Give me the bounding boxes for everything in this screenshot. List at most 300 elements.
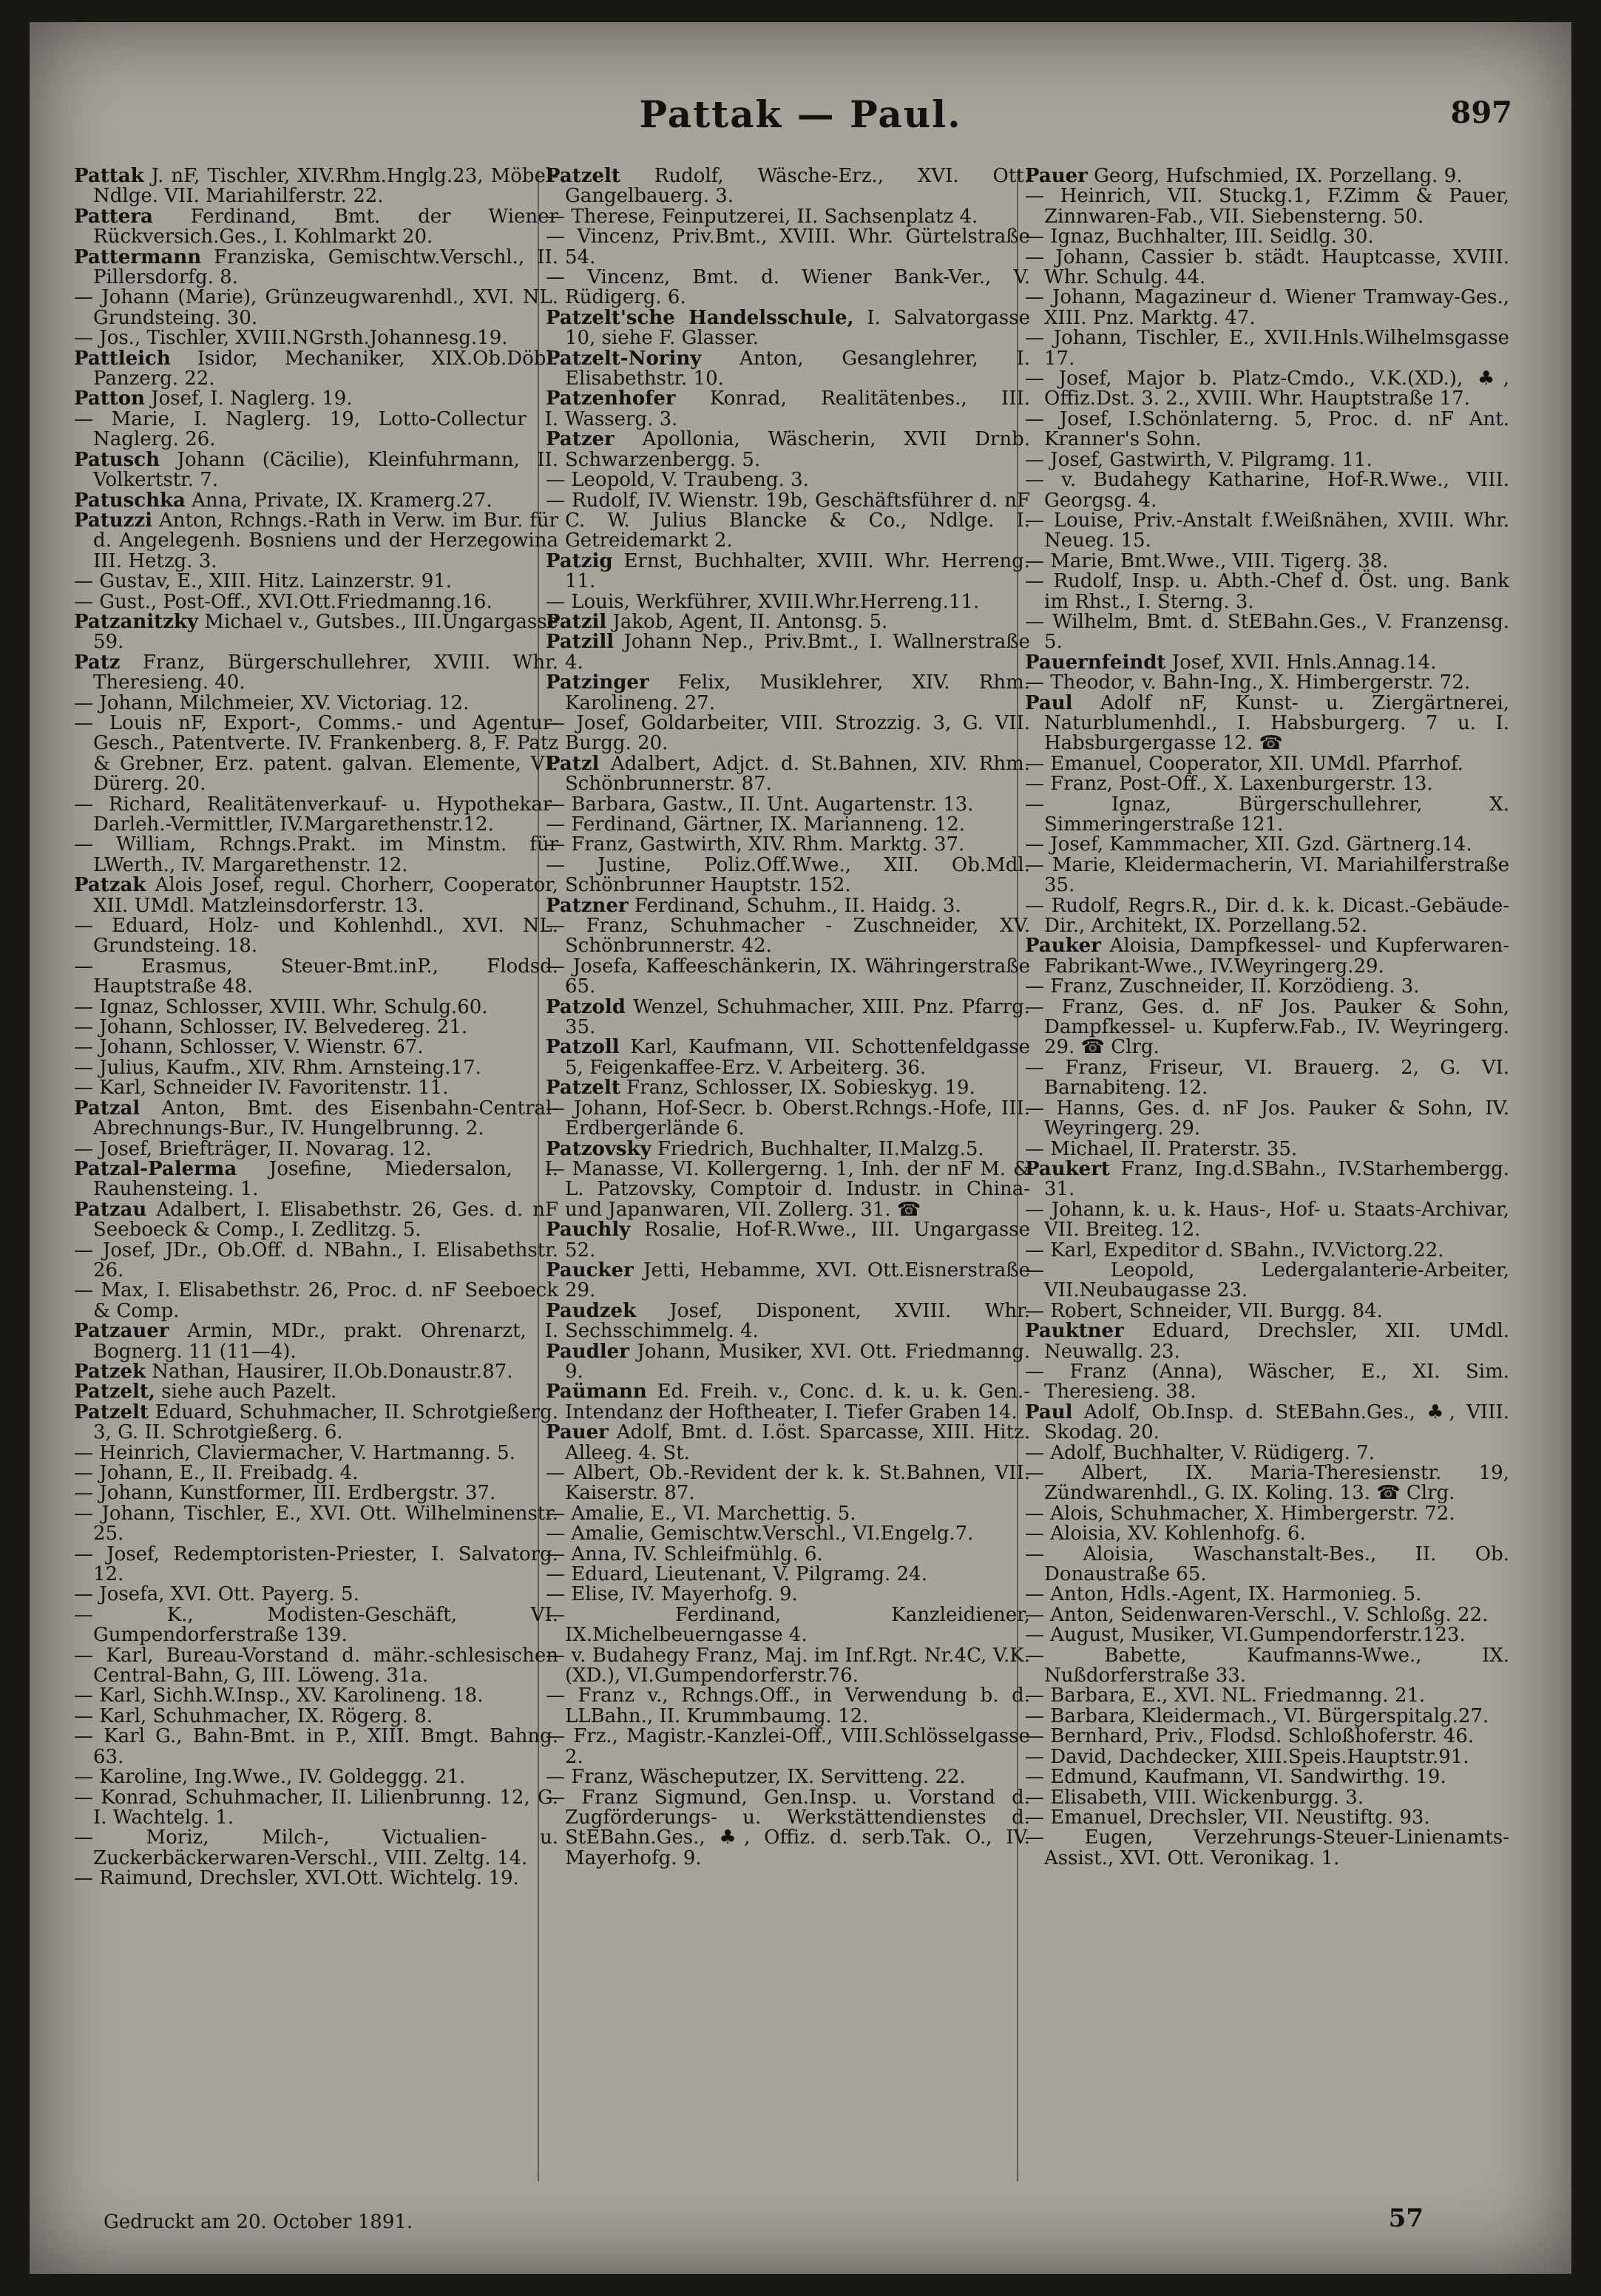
directory-entry	[74, 166, 558, 207]
directory-entry	[1025, 450, 1509, 470]
directory-entry	[1025, 227, 1509, 247]
entry-surname: Pauktner	[1025, 1320, 1124, 1343]
entry-text: Johann Nep., Priv.Bmt., I. Wallnerstraße 4.	[565, 631, 1030, 674]
entry-text: — Richard, Realitätenverkauf- u. Hypothekar-Darleh.-Vermittler, IV.Margarethenstr.12.	[74, 793, 558, 836]
entry-text: Jetti, Hebamme, XVI. Ott.Eisnerstraße 29.	[565, 1259, 1030, 1302]
entry-text: Eduard, Drechsler, XII. UMdl. Neuwallg. 23.	[1044, 1320, 1509, 1363]
directory-entry	[74, 916, 558, 957]
entry-text: Michael v., Gutsbes., III.Ungargasse 59.	[93, 610, 558, 654]
entry-text: — Johann (Marie), Grünzeugwarenhdl., XVI. NL. Grundsteing. 30.	[74, 286, 558, 329]
entry-surname: Patzovsky	[546, 1137, 651, 1160]
entry-text: — Barbara, Gastw., II. Unt. Augartenstr. 13.	[546, 793, 974, 816]
entry-text: Konrad, Realitätenbes., III. Wasserg. 3.	[565, 387, 1030, 430]
directory-entry	[546, 1788, 1030, 1869]
entry-text: — Karl, Bureau-Vorstand d. mähr.-schlesischen Central-Bahn, G, III. Löweng. 31a.	[74, 1644, 558, 1687]
entry-text: — Franz, Post-Off., X. Laxenburgerstr. 13.	[1025, 773, 1433, 796]
directory-entry	[74, 1767, 558, 1787]
entry-text: — Josef, Major b. Platz-Cmdo., V.K.(XD.), ♣, Offiz.Dst. 3. 2., XVIII. Whr. Hauptstraße 17.	[1025, 368, 1509, 410]
entry-text: — Josef, Briefträger, II. Novarag. 12.	[74, 1137, 432, 1160]
page-header	[30, 92, 1571, 144]
entry-surname: Patzal	[74, 1097, 141, 1120]
directory-entry	[1025, 1058, 1509, 1099]
directory-entry	[546, 1767, 1030, 1787]
directory-entry	[546, 1686, 1030, 1727]
directory-entry	[1025, 1443, 1509, 1463]
directory-entry	[74, 245, 558, 289]
entry-text: — Rudolf, IV. Wienstr. 19b, Geschäftsführer d. nF C. W. Julius Blancke & Co., Ndlge. I. Getreidemarkt 2.	[546, 489, 1030, 552]
directory-entry	[1025, 1585, 1509, 1605]
column-2	[546, 166, 1030, 1869]
entry-text: Wenzel, Schuhmacher, XIII. Pnz. Pfarrg. 35.	[565, 995, 1030, 1039]
entry-surname: Pattermann	[74, 245, 202, 268]
entry-text: — Karl, Schuhmacher, IX. Rögerg. 8.	[74, 1704, 433, 1727]
directory-entry	[1025, 1159, 1509, 1200]
sheet-signature: 57	[1388, 2204, 1424, 2233]
entry-text: — Franz, Zuschneider, II. Korzödieng. 3.	[1025, 975, 1420, 998]
entry-text: Karl, Kaufmann, VII. Schottenfeldgasse 5, Feigenkaffee-Erz. V. Arbeiterg. 36.	[565, 1036, 1031, 1079]
entry-text: Franziska, Gemischtw.Verschl., II. Pillersdorfg. 8.	[93, 245, 558, 289]
directory-entry	[74, 592, 558, 612]
entry-surname: Pauer	[1025, 165, 1088, 187]
entry-text: Ed. Freih. v., Conc. d. k. u. k. Gen.-Intendanz der Hoftheater, I. Tiefer Graben 14.	[565, 1381, 1030, 1423]
directory-entry	[74, 511, 558, 572]
directory-entry	[546, 1504, 1030, 1524]
entry-surname: Patzinger	[546, 671, 649, 694]
entry-text: — Amalie, Gemischtw.Verschl., VI.Engelg.7.	[546, 1523, 974, 1545]
entry-text: — Rudolf, Regrs.R., Dir. d. k. k. Dicast.-Gebäude-Dir., Architekt, IX. Porzellang.52.	[1025, 894, 1509, 938]
entry-text: — Barbara, Kleidermach., VI. Bürgerspitalg.27.	[1025, 1704, 1489, 1727]
entry-surname: Patzelt-Noriny	[546, 347, 702, 370]
entry-text: Jakob, Agent, II. Antonsg. 5.	[612, 610, 888, 633]
entry-text: — Johann, E., II. Freibadg. 4.	[74, 1462, 359, 1484]
directory-entry	[1025, 835, 1509, 855]
directory-entry	[74, 1078, 558, 1098]
entry-text: siehe auch Pazelt.	[161, 1381, 337, 1403]
entry-surname: Patzner	[546, 894, 629, 917]
entry-surname: Patton	[74, 387, 145, 410]
entry-text: — Raimund, Drechsler, XVI.Ott. Wichtelg. 19.	[74, 1867, 519, 1890]
entry-text: — Justine, Poliz.Off.Wwe., XII. Ob.Mdl. Schönbrunner Hauptstr. 152.	[546, 853, 1030, 897]
directory-entry	[1025, 511, 1509, 552]
entry-text: — Josef, Redemptoristen-Priester, I. Salvatorg. 12.	[74, 1542, 558, 1586]
entry-text: — Louise, Priv.-Anstalt f.Weißnähen, XVIII. Whr. Neueg. 15.	[1025, 509, 1509, 552]
entry-text: Felix, Musiklehrer, XIV. Rhm. Karolineng. 27.	[565, 671, 1030, 714]
entry-text: Anna, Private, IX. Kramerg.27.	[192, 489, 493, 512]
entry-text: — Babette, Kaufmanns-Wwe., IX. Nußdorferstraße 33.	[1025, 1644, 1509, 1687]
directory-entry	[74, 1788, 558, 1829]
directory-entry	[74, 349, 558, 390]
directory-entry	[74, 1585, 558, 1605]
entry-text: — K., Modisten-Geschäft, VI. Gumpendorferstraße 139.	[74, 1603, 558, 1647]
directory-entry	[74, 1727, 558, 1767]
directory-entry	[1025, 470, 1509, 511]
entry-text: — Moriz, Milch-, Victualien- u. Zuckerbäckerwaren-Verschl., VIII. Zeltg. 14.	[74, 1826, 558, 1869]
entry-surname: Paudzek	[546, 1299, 637, 1322]
entry-text: — Elise, IV. Mayerhofg. 9.	[546, 1583, 798, 1606]
entry-text: Aloisia, Dampfkessel- und Kupferwaren-Fabrikant-Wwe., IV.Weyringerg.29.	[1044, 935, 1510, 978]
entry-text: — Johann, Schlosser, IV. Belvedereg. 21.	[74, 1016, 468, 1039]
directory-entry	[1025, 653, 1509, 673]
directory-entry	[546, 612, 1030, 632]
directory-entry	[74, 1362, 558, 1382]
entry-text: — Aloisia, XV. Kohlenhofg. 6.	[1025, 1523, 1306, 1545]
entry-text: — Josef, Gastwirth, V. Pilgramg. 11.	[1025, 448, 1372, 471]
entry-text: — Josef, I.Schönlaterng. 5, Proc. d. nF Ant. Kranner's Sohn.	[1025, 407, 1509, 451]
entry-surname: Paul	[1025, 1401, 1073, 1423]
directory-entry	[1025, 1625, 1509, 1645]
directory-entry	[74, 1200, 558, 1241]
entry-text: — Edmund, Kaufmann, VI. Sandwirthg. 19.	[1025, 1766, 1446, 1789]
directory-entry	[74, 691, 558, 714]
directory-entry	[546, 227, 1030, 268]
entry-text: — Johann, k. u. k. Haus-, Hof- u. Staats-Archivar, VII. Breiteg. 12.	[1025, 1198, 1509, 1242]
entry-text: — Marie, Kleidermacherin, VI. Mariahilferstraße 35.	[1025, 853, 1509, 897]
directory-entry	[546, 1078, 1030, 1098]
directory-entry	[546, 1524, 1030, 1544]
directory-entry	[1025, 1504, 1509, 1524]
directory-entry	[546, 1342, 1030, 1383]
entry-text: — Therese, Feinputzerei, II. Sachsenplatz 4.	[546, 205, 978, 228]
directory-entry	[1025, 853, 1509, 897]
directory-entry	[1025, 572, 1509, 612]
directory-entry	[1025, 1542, 1509, 1586]
entry-text: — Karl, Expeditor d. SBahn., IV.Victorg.22.	[1025, 1239, 1444, 1262]
entry-surname: Pattera	[74, 205, 153, 228]
print-date: Gedruckt am 20. October 1891.	[104, 2211, 413, 2233]
entry-text: — Karl G., Bahn-Bmt. in P., XIII. Bmgt. Bahng. 63.	[74, 1725, 558, 1768]
directory-entry	[546, 491, 1030, 552]
entry-text: — Alois, Schuhmacher, X. Himbergerstr. 72.	[1025, 1502, 1455, 1525]
entry-text: — Franz, Ges. d. nF Jos. Pauker & Sohn, Dampfkessel- u. Kupferw.Fab., IV. Weyringerg. 29. ☎ Clrg.	[1025, 995, 1509, 1059]
entry-text: — Vincenz, Priv.Bmt., XVIII. Whr. Gürtelstraße 54.	[546, 226, 1030, 268]
directory-entry	[74, 1017, 558, 1037]
entry-text: Josef, Disponent, XVIII. Whr. Sechsschimmelg. 4.	[565, 1299, 1030, 1343]
entry-surname: Pauer	[546, 1421, 609, 1444]
directory-entry	[546, 1382, 1030, 1423]
entry-text: — Josef, JDr., Ob.Off. d. NBahn., I. Elisabethstr. 26.	[74, 1239, 558, 1281]
entry-text: — Jos., Tischler, XVIII.NGrsth.Johannesg.19.	[74, 327, 508, 350]
entry-surname: Patzoll	[546, 1036, 620, 1059]
directory-entry	[546, 1542, 1030, 1565]
entry-text: — Michael, II. Praterstr. 35.	[1025, 1137, 1298, 1160]
entry-text: — Eduard, Lieutenant, V. Pilgramg. 24.	[546, 1563, 927, 1586]
entry-text: — v. Budahegy Franz, Maj. im Inf.Rgt. Nr.4C, V.K.(XD.), VI.Gumpendorferstr.76.	[546, 1644, 1030, 1687]
directory-entry	[1025, 1099, 1509, 1139]
entry-text: Eduard, Schuhmacher, II. Schrotgießerg. 3, G. II. Schrotgießerg. 6.	[93, 1401, 559, 1444]
entry-surname: Patzold	[546, 995, 626, 1018]
directory-entry	[74, 1828, 558, 1869]
entry-surname: Pattak	[74, 165, 144, 187]
entry-text: — Theodor, v. Bahn-Ing., X. Himbergerstr. 72.	[1025, 671, 1471, 694]
entry-text: Adalbert, I. Elisabethstr. 26, Ges. d. nF Seeboeck & Comp., I. Zedlitzg. 5.	[93, 1198, 558, 1242]
entry-text: Ferdinand, Schuhm., II. Haidg. 3.	[634, 894, 961, 917]
entry-text: — Anton, Hdls.-Agent, IX. Harmonieg. 5.	[1025, 1583, 1422, 1606]
directory-entry	[74, 1058, 558, 1078]
directory-entry	[1025, 1828, 1509, 1869]
entry-text: — Louis nF, Export-, Comms.- und Agentur-Gesch., Patentverte. IV. Frankenberg. 8, F. Patz & Grebner, Erz. patent. galvan. Elemente, VI. Dürerg. 20.	[74, 711, 558, 796]
directory-entry	[1025, 407, 1509, 451]
entry-surname: Patzil	[546, 610, 607, 633]
entry-surname: Patzal-Palerma	[74, 1157, 237, 1180]
entry-surname: Patzl	[546, 752, 600, 775]
directory-entry	[546, 711, 1030, 755]
directory-entry	[1025, 1747, 1509, 1767]
entry-text: — Rudolf, Insp. u. Abth.-Chef d. Öst. ung. Bank im Rhst., I. Sterng. 3.	[1025, 570, 1509, 613]
directory-entry	[74, 450, 558, 491]
entry-text: — Ignaz, Bürgerschullehrer, X. Simmeringerstraße 121.	[1025, 793, 1509, 836]
directory-entry	[1025, 1524, 1509, 1544]
directory-entry	[1025, 673, 1509, 693]
directory-entry	[74, 876, 558, 916]
entry-surname: Paümann	[546, 1381, 647, 1403]
directory-entry	[546, 853, 1030, 897]
entry-text: Josefine, Miedersalon, I. Rauhensteing. 1.	[93, 1157, 559, 1201]
entry-text: — Bernhard, Priv., Flodsd. Schloßhoferstr. 46.	[1025, 1725, 1475, 1748]
directory-entry	[1025, 754, 1509, 774]
entry-text: — Franz, Gastwirth, XIV. Rhm. Marktg. 37.	[546, 833, 965, 856]
entry-surname: Patzanitzky	[74, 610, 198, 633]
page-number: 897	[1450, 95, 1512, 130]
entry-text: — August, Musiker, VI.Gumpendorferstr.123.	[1025, 1624, 1466, 1647]
entry-text: — Vincenz, Bmt. d. Wiener Bank-Ver., V. Rüdigerg. 6.	[546, 266, 1030, 309]
entry-text: — Franz (Anna), Wäscher, E., XI. Sim. Theresieng. 38.	[1025, 1360, 1509, 1403]
entry-text: — Heinrich, Claviermacher, V. Hartmanng. 5.	[74, 1441, 515, 1464]
directory-entry	[1025, 1139, 1509, 1159]
directory-entry	[1025, 1727, 1509, 1747]
directory-entry	[546, 1565, 1030, 1585]
directory-entry	[74, 1382, 558, 1402]
directory-entry	[1025, 1321, 1509, 1362]
entry-text: — Wilhelm, Bmt. d. StEBahn.Ges., V. Franzensg. 5.	[1025, 610, 1509, 654]
directory-entry	[74, 1037, 558, 1057]
entry-text: — Karl, Sichh.W.Insp., XV. Karolineng. 18.	[74, 1684, 484, 1707]
entry-text: Adolf, Ob.Insp. d. StEBahn.Ges., ♣, VIII. Skodag. 20.	[1044, 1401, 1509, 1444]
entry-text: — Louis, Werkführer, XVIII.Whr.Herreng.11.	[546, 590, 980, 613]
entry-text: — William, Rchngs.Prakt. im Minstm. für LWerth., IV. Margarethenstr. 12.	[74, 833, 558, 876]
directory-entry	[1025, 896, 1509, 937]
directory-entry	[74, 1403, 558, 1443]
entry-text: — Robert, Schneider, VII. Burgg. 84.	[1025, 1299, 1383, 1322]
directory-entry	[74, 1504, 558, 1545]
directory-entry	[546, 673, 1030, 714]
directory-entry	[1025, 612, 1509, 653]
entry-surname: Patzauer	[74, 1320, 169, 1343]
entry-text: — Amalie, E., VI. Marchettig. 5.	[546, 1502, 856, 1525]
entry-text: — Anton, Seidenwaren-Verschl., V. Schloßg. 22.	[1025, 1603, 1489, 1626]
directory-entry	[1025, 549, 1509, 572]
entry-surname: Patzek	[74, 1360, 146, 1383]
directory-entry	[74, 491, 558, 511]
directory-entry	[546, 549, 1030, 593]
entry-text: Ferdinand, Bmt. der Wiener Rückversich.Ges., I. Kohlmarkt 20.	[93, 205, 558, 248]
directory-entry	[74, 612, 558, 653]
directory-entry	[546, 1423, 1030, 1463]
directory-entry	[74, 1463, 558, 1483]
entry-surname: Patzenhofer	[546, 387, 676, 410]
entry-text: Armin, MDr., prakt. Ohrenarzt, I. Bognerg. 11 (11—4).	[93, 1320, 559, 1363]
entry-surname: Patzelt	[546, 1077, 620, 1100]
directory-entry	[546, 815, 1030, 835]
entry-text: Friedrich, Buchhalter, II.Malzg.5.	[657, 1137, 984, 1160]
entry-text: Josef, I. Naglerg. 19.	[151, 387, 353, 410]
entry-text: Johann, Musiker, XVI. Ott. Friedmanng. 9.	[565, 1340, 1030, 1383]
directory-entry	[1025, 1301, 1509, 1321]
directory-entry	[74, 1869, 558, 1889]
entry-text: — Josef, Kammmacher, XII. Gzd. Gärtnerg.14.	[1025, 833, 1472, 856]
entry-text: — Konrad, Schuhmacher, II. Lilienbrunng. 12, G. I. Wachtelg. 1.	[74, 1786, 558, 1829]
entry-text: Josef, XVII. Hnls.Annag.14.	[1171, 651, 1437, 674]
directory-entry	[546, 754, 1030, 795]
directory-entry	[1025, 1808, 1509, 1828]
entry-text: — Manasse, VI. Kollergerng. 1, Inh. der nF M. & L. Patzovsky, Comptoir d. Industr. in China- und Japanwaren, VII. Zollerg. 31. ☎	[546, 1157, 1030, 1221]
entry-text: — v. Budahegy Katharine, Hof-R.Wwe., VIII. Georgsg. 4.	[1025, 469, 1509, 512]
entry-text: — Leopold, Ledergalanterie-Arbeiter, VII.Neubaugasse 23.	[1025, 1259, 1509, 1302]
entry-text: Franz, Schlosser, IX. Sobieskyg. 19.	[626, 1077, 975, 1100]
entry-text: — Emanuel, Drechsler, VII. Neustiftg. 93.	[1025, 1806, 1430, 1829]
entry-surname: Paudler	[546, 1340, 629, 1363]
entry-surname: Patzelt	[74, 1401, 149, 1423]
entry-text: — Barbara, E., XVI. NL. Friedmanng. 21.	[1025, 1684, 1426, 1707]
directory-entry	[546, 207, 1030, 227]
entry-text: — David, Dachdecker, XIII.Speis.Hauptstr.91.	[1025, 1745, 1469, 1768]
entry-text: Adalbert, Adjct. d. St.Bahnen, XIV. Rhm. Schönbrunnerstr. 87.	[565, 752, 1031, 796]
entry-text: Adolf nF, Kunst- u. Ziergärtnerei, Naturblumenhdl., I. Habsburgerg. 7 u. I. Habsburgergasse 12. ☎	[1044, 691, 1510, 755]
directory-entry	[546, 1301, 1030, 1342]
directory-entry	[1025, 1463, 1509, 1504]
entry-surname: Patz	[74, 651, 121, 674]
directory-entry	[1025, 1362, 1509, 1403]
entry-text: — Johann, Hof-Secr. b. Oberst.Rchngs.-Hofe, III. Erdbergerlände 6.	[546, 1097, 1030, 1140]
directory-entry	[74, 1443, 558, 1463]
directory-entry	[74, 1542, 558, 1586]
directory-entry	[74, 1321, 558, 1362]
directory-entry	[1025, 166, 1509, 186]
entry-text: Franz, Ing.d.SBahn., IV.Starhembergg. 31.	[1044, 1157, 1510, 1201]
entry-surname: Patusch	[74, 448, 160, 471]
entry-text: Anton, Rchngs.-Rath in Verw. im Bur. für d. Angelegenh. Bosniens und der Herzegowina III. Hetzg. 3.	[93, 509, 558, 572]
entry-text: — Albert, Ob.-Revident der k. k. St.Bahnen, VII. Kaiserstr. 87.	[546, 1462, 1030, 1505]
directory-entry	[546, 1727, 1030, 1767]
directory-entry	[1025, 691, 1510, 755]
directory-entry	[546, 632, 1030, 673]
directory-entry	[74, 407, 558, 451]
directory-entry	[1025, 1200, 1509, 1241]
entry-text: — Ferdinand, Kanzleidiener, IX.Michelbeuerngasse 4.	[546, 1603, 1030, 1647]
directory-entry	[546, 166, 1030, 207]
entry-surname: Paucker	[546, 1259, 634, 1281]
entry-surname: Patzau	[74, 1198, 147, 1221]
directory-entry	[74, 711, 558, 796]
directory-entry	[74, 207, 558, 248]
entry-text: — Franz Sigmund, Gen.Insp. u. Vorstand d. Zugförderungs- u. Werkstättendienstes d. StEBahn.Ges., ♣, Offiz. d. serb.Tak. O., IV. Mayerhofg. 9.	[546, 1786, 1030, 1869]
directory-entry	[1025, 995, 1509, 1059]
entry-text: — Josefa, Kaffeeschänkerin, IX. Währingerstraße 65.	[546, 955, 1030, 998]
directory-entry	[74, 1241, 558, 1281]
entry-surname: Patuzzi	[74, 509, 153, 532]
directory-entry	[546, 835, 1030, 855]
entry-text: — Johann, Magazineur d. Wiener Tramway-Ges., XIII. Pnz. Marktg. 47.	[1025, 286, 1509, 329]
directory-entry	[1025, 977, 1509, 997]
entry-text: I. Salvatorgasse 10, siehe F. Glasser.	[565, 306, 1030, 350]
directory-entry	[74, 288, 558, 328]
directory-entry	[1025, 1788, 1509, 1808]
directory-entry	[546, 795, 1030, 815]
directory-entry	[546, 896, 1030, 916]
directory-entry	[546, 1261, 1030, 1301]
entry-surname: Patuschka	[74, 489, 186, 512]
entry-text: — Franz, Friseur, VI. Brauerg. 2, G. VI. Barnabiteng. 12.	[1025, 1056, 1509, 1100]
directory-entry	[546, 1139, 1030, 1159]
entry-text: — Karoline, Ing.Wwe., IV. Goldeggg. 21.	[74, 1766, 466, 1789]
directory-entry	[74, 328, 558, 348]
directory-entry	[1025, 245, 1509, 289]
entry-text: — Heinrich, VII. Stuckg.1, F.Zimm & Pauer, Zinnwaren-Fab., VII. Siebensterng. 50.	[1025, 185, 1509, 228]
directory-entry	[546, 1159, 1030, 1220]
directory-entry	[74, 1281, 558, 1321]
entry-text: Franz, Bürgerschullehrer, XVIII. Whr. Theresieng. 40.	[93, 651, 558, 694]
entry-surname: Patzelt	[546, 165, 620, 187]
directory-entry	[546, 1220, 1030, 1261]
directory-entry	[546, 1463, 1030, 1504]
directory-entry	[74, 995, 558, 1018]
entry-text: Johann (Cäcilie), Kleinfuhrmann, II. Volkertstr. 7.	[93, 448, 558, 492]
directory-entry	[74, 957, 558, 998]
entry-surname: Patzer	[546, 428, 615, 451]
entry-surname: Patzill	[546, 631, 615, 654]
entry-text: Adolf, Bmt. d. I.öst. Sparcasse, XIII. Hitz. Alleeg. 4. St.	[565, 1421, 1030, 1464]
directory-entry	[1025, 186, 1509, 227]
entry-text: — Aloisia, Waschanstalt-Bes., II. Ob. Donaustraße 65.	[1025, 1542, 1509, 1586]
directory-entry	[74, 1159, 558, 1200]
directory-entry	[546, 592, 1030, 612]
directory-entry	[546, 349, 1030, 390]
entry-text: — Gustav, E., XIII. Hitz. Lainzerstr. 91.	[74, 570, 453, 593]
directory-entry	[1025, 1605, 1509, 1625]
directory-entry	[1025, 774, 1509, 794]
directory-entry	[546, 389, 1030, 430]
entry-text: Ernst, Buchhalter, XVIII. Whr. Herreng. 11.	[565, 549, 1030, 593]
directory-entry	[74, 1646, 558, 1687]
entry-surname: Patzelt'sche Handelsschule,	[546, 306, 854, 329]
directory-entry	[1025, 1686, 1509, 1706]
entry-text: Rudolf, Wäsche-Erz., XVI. Ott. Gangelbauerg. 3.	[565, 165, 1030, 208]
directory-entry	[546, 1646, 1030, 1687]
entry-text: — Elisabeth, VIII. Wickenburgg. 3.	[1025, 1786, 1364, 1809]
entry-text: — Albert, IX. Maria-Theresienstr. 19, Zündwarenhdl., G. IX. Koling. 13. ☎ Clrg.	[1025, 1462, 1509, 1505]
directory-entry	[546, 995, 1030, 1039]
entry-text: — Leopold, V. Traubeng. 3.	[546, 469, 809, 492]
column-3	[1025, 166, 1509, 1869]
entry-text: — Emanuel, Cooperator, XII. UMdl. Pfarrhof.	[1025, 752, 1463, 775]
entry-text: — Johann, Kunstformer, III. Erdbergstr. 37.	[74, 1482, 496, 1505]
entry-surname: Paul	[1025, 691, 1073, 714]
entry-text: Georg, Hufschmied, IX. Porzellang. 9.	[1094, 165, 1463, 187]
entry-text: — Eugen, Verzehrungs-Steuer-Linienamts-Assist., XVI. Ott. Veronikag. 1.	[1025, 1826, 1509, 1869]
directory-entry	[1025, 1704, 1509, 1727]
directory-entry	[74, 1099, 558, 1139]
directory-entry	[546, 470, 1030, 490]
entry-text: Nathan, Hausirer, II.Ob.Donaustr.87.	[152, 1360, 513, 1383]
directory-entry	[74, 1483, 558, 1503]
entry-text: — Franz, Schuhmacher - Zuschneider, XV. Schönbrunnerstr. 42.	[546, 915, 1030, 958]
directory-entry	[74, 653, 558, 694]
directory-entry	[546, 1099, 1030, 1139]
entry-surname: Pattleich	[74, 347, 171, 370]
entry-surname: Paukert	[1025, 1157, 1110, 1180]
directory-entry	[1025, 1646, 1509, 1687]
directory-entry	[546, 1037, 1030, 1078]
directory-entry	[1025, 1767, 1509, 1787]
